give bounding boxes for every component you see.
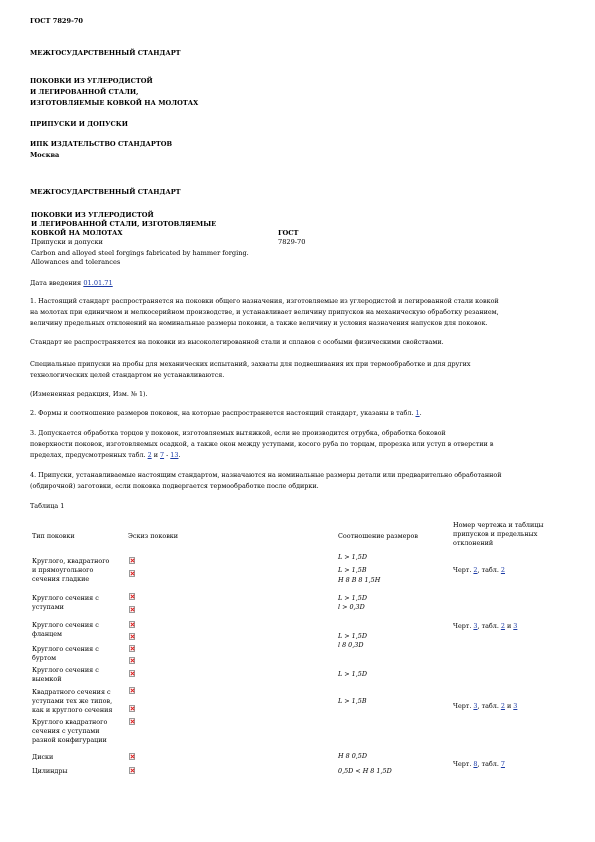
- publisher: ИПК ИЗДАТЕЛЬСТВО СТАНДАРТОВ: [30, 140, 173, 148]
- ref-1: [453, 566, 505, 575]
- broken-image-icon: [129, 633, 135, 640]
- ref-4: [453, 760, 505, 769]
- gost-label: ГОСТ: [278, 229, 299, 237]
- ratio-9: L > 1,5B: [338, 697, 367, 705]
- header-type: Тип поковки: [32, 532, 75, 540]
- para-6-line-2: поверхности поковок, изготовляемых осадкой, а также окон между уступами, косого рубa по торцам, прорезка или уступ в отверстии в: [30, 440, 494, 448]
- para-6-line-3-text: пределах, предусмотренных табл.: [30, 451, 148, 459]
- ratio-7: l 8 0,3D: [338, 641, 364, 649]
- ref-2-prefix: Черт.: [453, 622, 474, 630]
- ref-3-drawing-link[interactable]: 3: [473, 702, 478, 710]
- ref-2-table-link-2[interactable]: 3: [513, 622, 518, 630]
- ratio-11: 0,5D < H 8 1,5D: [338, 767, 392, 775]
- type-2-line-1: Круглого сечения с: [32, 594, 99, 602]
- para-5-end: .: [419, 409, 422, 417]
- interstate-standard-label: МЕЖГОСУДАРСТВЕННЫЙ СТАНДАРТ: [30, 49, 181, 57]
- type-4-line-2: буртом: [32, 654, 57, 662]
- ref-3-table-link-2[interactable]: 3: [513, 702, 518, 710]
- broken-image-icon: [129, 753, 135, 760]
- english-title-line-1: Carbon and alloyed steel forgings fabricated by hammer forging.: [31, 249, 249, 257]
- broken-image-icon: [129, 718, 135, 725]
- english-title-line-2: Allowances and tolerances: [31, 258, 121, 266]
- para-5: [30, 409, 422, 418]
- intro-date: [30, 279, 113, 288]
- type-9: Цилиндры: [32, 767, 68, 775]
- para-1-line-1: 1. Настоящий стандарт распространяется на поковки общего назначения, изготовляемые из углеродистой и легированной стали ковкой: [30, 297, 499, 305]
- gost-number: 7829-70: [278, 238, 306, 246]
- subtitle-ru: Припуски и допуски: [31, 238, 103, 246]
- type-4-line-1: Круглого сечения с: [32, 645, 99, 653]
- ref-1-mid: , табл.: [477, 566, 501, 574]
- broken-image-icon: [129, 657, 135, 664]
- ref-2-drawing-link[interactable]: 3: [473, 622, 478, 630]
- cover-subtitle: ПРИПУСКИ И ДОПУСКИ: [30, 120, 128, 128]
- broken-image-icon: [129, 670, 135, 677]
- broken-image-icon: [129, 593, 135, 600]
- title-line-1: ПОКОВКИ ИЗ УГЛЕРОДИСТОЙ: [31, 211, 154, 219]
- table-1-link[interactable]: 1: [415, 409, 420, 417]
- ref-3-prefix: Черт.: [453, 702, 474, 710]
- para-2: Стандарт не распространяется на поковки из высоколегированной стали и сплавов с особыми физическими свойствами.: [30, 338, 444, 346]
- header-sketch: Эскиз поковки: [128, 532, 179, 540]
- ratio-6: L > 1,5D: [338, 632, 367, 640]
- type-7-line-3: разной конфигурации: [32, 736, 107, 744]
- gost-code: ГОСТ 7829-70: [30, 17, 84, 25]
- table-13-link[interactable]: 13: [170, 451, 179, 459]
- cover-title-line-3: ИЗГОТОВЛЯЕМЫЕ КОВКОЙ НА МОЛОТАХ: [30, 99, 199, 107]
- broken-image-icon: [129, 557, 135, 564]
- ratio-2: L > 1,5B: [338, 566, 367, 574]
- type-5-line-1: Круглого сечения с: [32, 666, 99, 674]
- type-1-line-2: и прямоугольного: [32, 566, 94, 574]
- ref-1-drawing-link[interactable]: 2: [473, 566, 478, 574]
- ratio-8: L > 1,5D: [338, 670, 367, 678]
- ref-4-mid: , табл.: [477, 760, 501, 768]
- ratio-1: L > 1,5D: [338, 553, 367, 561]
- standard-header-label: МЕЖГОСУДАРСТВЕННЫЙ СТАНДАРТ: [30, 188, 181, 196]
- ref-3-and: и: [504, 702, 514, 710]
- type-6-line-2: уступами тех же типов,: [32, 697, 113, 705]
- table-7-link[interactable]: 7: [159, 451, 165, 459]
- para-1-line-2: на молотах при единичном и мелкосерийном производстве, и устанавливает величину припусков на механическую обработку резанием,: [30, 308, 499, 316]
- ref-2-and: и: [504, 622, 514, 630]
- type-5-line-2: выемкой: [32, 675, 62, 683]
- broken-image-icon: [129, 570, 135, 577]
- broken-image-icon: [129, 645, 135, 652]
- ref-4-prefix: Черт.: [453, 760, 474, 768]
- ref-3-mid: , табл.: [477, 702, 501, 710]
- ref-2-table-link[interactable]: 2: [500, 622, 505, 630]
- ratio-3: H 8 B 8 1,5H: [338, 576, 381, 584]
- type-3-line-1: Круглого сечения с: [32, 621, 99, 629]
- intro-date-label: Дата введения: [30, 279, 82, 287]
- para-4: (Измененная редакция, Изм. № 1).: [30, 390, 148, 398]
- para-3-line-2: технологических целей стандартом не устанавливаются.: [30, 371, 225, 379]
- title-line-2: И ЛЕГИРОВАННОЙ СТАЛИ, ИЗГОТОВЛЯЕМЫЕ: [31, 220, 217, 228]
- ratio-4: L > 1,5D: [338, 594, 367, 602]
- para-7-line-1: 4. Припуски, устанавливаемые настоящим стандартом, назначаются на номинальные размеры детали или предварительно обработанной: [30, 471, 502, 479]
- title-line-3: КОВКОЙ НА МОЛОТАХ: [31, 229, 123, 237]
- ref-3-table-link[interactable]: 2: [500, 702, 505, 710]
- para-7-line-2: (обдирочной) заготовки, если поковка подвергается термообработке после обдирки.: [30, 482, 319, 490]
- para-1-line-3: величину предельных отклонений на номинальные размеры поковки, а также величину и условия назначения напусков для поковок.: [30, 319, 488, 327]
- broken-image-icon: [129, 606, 135, 613]
- para-6-line-3: [30, 451, 180, 460]
- ratio-10: H 8 0,5D: [338, 752, 367, 760]
- cover-title-line-1: ПОКОВКИ ИЗ УГЛЕРОДИСТОЙ: [30, 77, 153, 85]
- intro-date-link[interactable]: 01.01.71: [83, 279, 113, 287]
- para-6-and: и: [151, 451, 160, 459]
- ref-4-drawing-link[interactable]: 8: [473, 760, 478, 768]
- type-8: Диски: [32, 753, 54, 761]
- broken-image-icon: [129, 687, 135, 694]
- para-6-line-1: 3. Допускается обработка торцов у поковок, изготовляемых вытяжкой, если не производится отрубка, обработка боковой: [30, 429, 446, 437]
- header-ref-line-2: припусков и предельных: [453, 530, 538, 538]
- type-1-line-3: сечения гладкие: [32, 575, 90, 583]
- broken-image-icon: [129, 621, 135, 628]
- table-2-link[interactable]: 2: [147, 451, 152, 459]
- ratio-5: l > 0,3D: [338, 603, 365, 611]
- ref-4-table-link[interactable]: 7: [500, 760, 505, 768]
- ref-1-prefix: Черт.: [453, 566, 474, 574]
- broken-image-icon: [129, 767, 135, 774]
- header-ref-line-1: Номер чертежа и таблицы: [453, 521, 544, 529]
- type-2-line-2: уступами: [32, 603, 64, 611]
- type-6-line-1: Квадратного сечения с: [32, 688, 111, 696]
- ref-3: [453, 702, 517, 711]
- type-7-line-1: Круглого квадратного: [32, 718, 108, 726]
- type-1-line-1: Круглого, квадратного: [32, 557, 110, 565]
- type-3-line-2: фланцем: [32, 630, 62, 638]
- header-ratio: Соотношение размеров: [338, 532, 418, 540]
- para-6-dash: -: [164, 451, 171, 459]
- type-6-line-3: как и круглого сечения: [32, 706, 113, 714]
- table-caption: Таблица 1: [30, 502, 65, 510]
- header-ref-line-3: отклонений: [453, 539, 494, 547]
- type-7-line-2: сечения с уступами: [32, 727, 100, 735]
- para-6-end: .: [178, 451, 181, 459]
- para-5-text: 2. Формы и соотношение размеров поковок, на которые распространяется настоящий стандарт, указаны в табл.: [30, 409, 416, 417]
- broken-image-icon: [129, 705, 135, 712]
- ref-1-table-link[interactable]: 2: [500, 566, 505, 574]
- city: Москва: [30, 151, 60, 159]
- ref-2-mid: , табл.: [477, 622, 501, 630]
- ref-2: [453, 622, 517, 631]
- cover-title-line-2: И ЛЕГИРОВАННОЙ СТАЛИ,: [30, 88, 139, 96]
- para-3-line-1: Специальные припуски на пробы для механических испытаний, захваты для подвешивания их при термообработке и для других: [30, 360, 471, 368]
